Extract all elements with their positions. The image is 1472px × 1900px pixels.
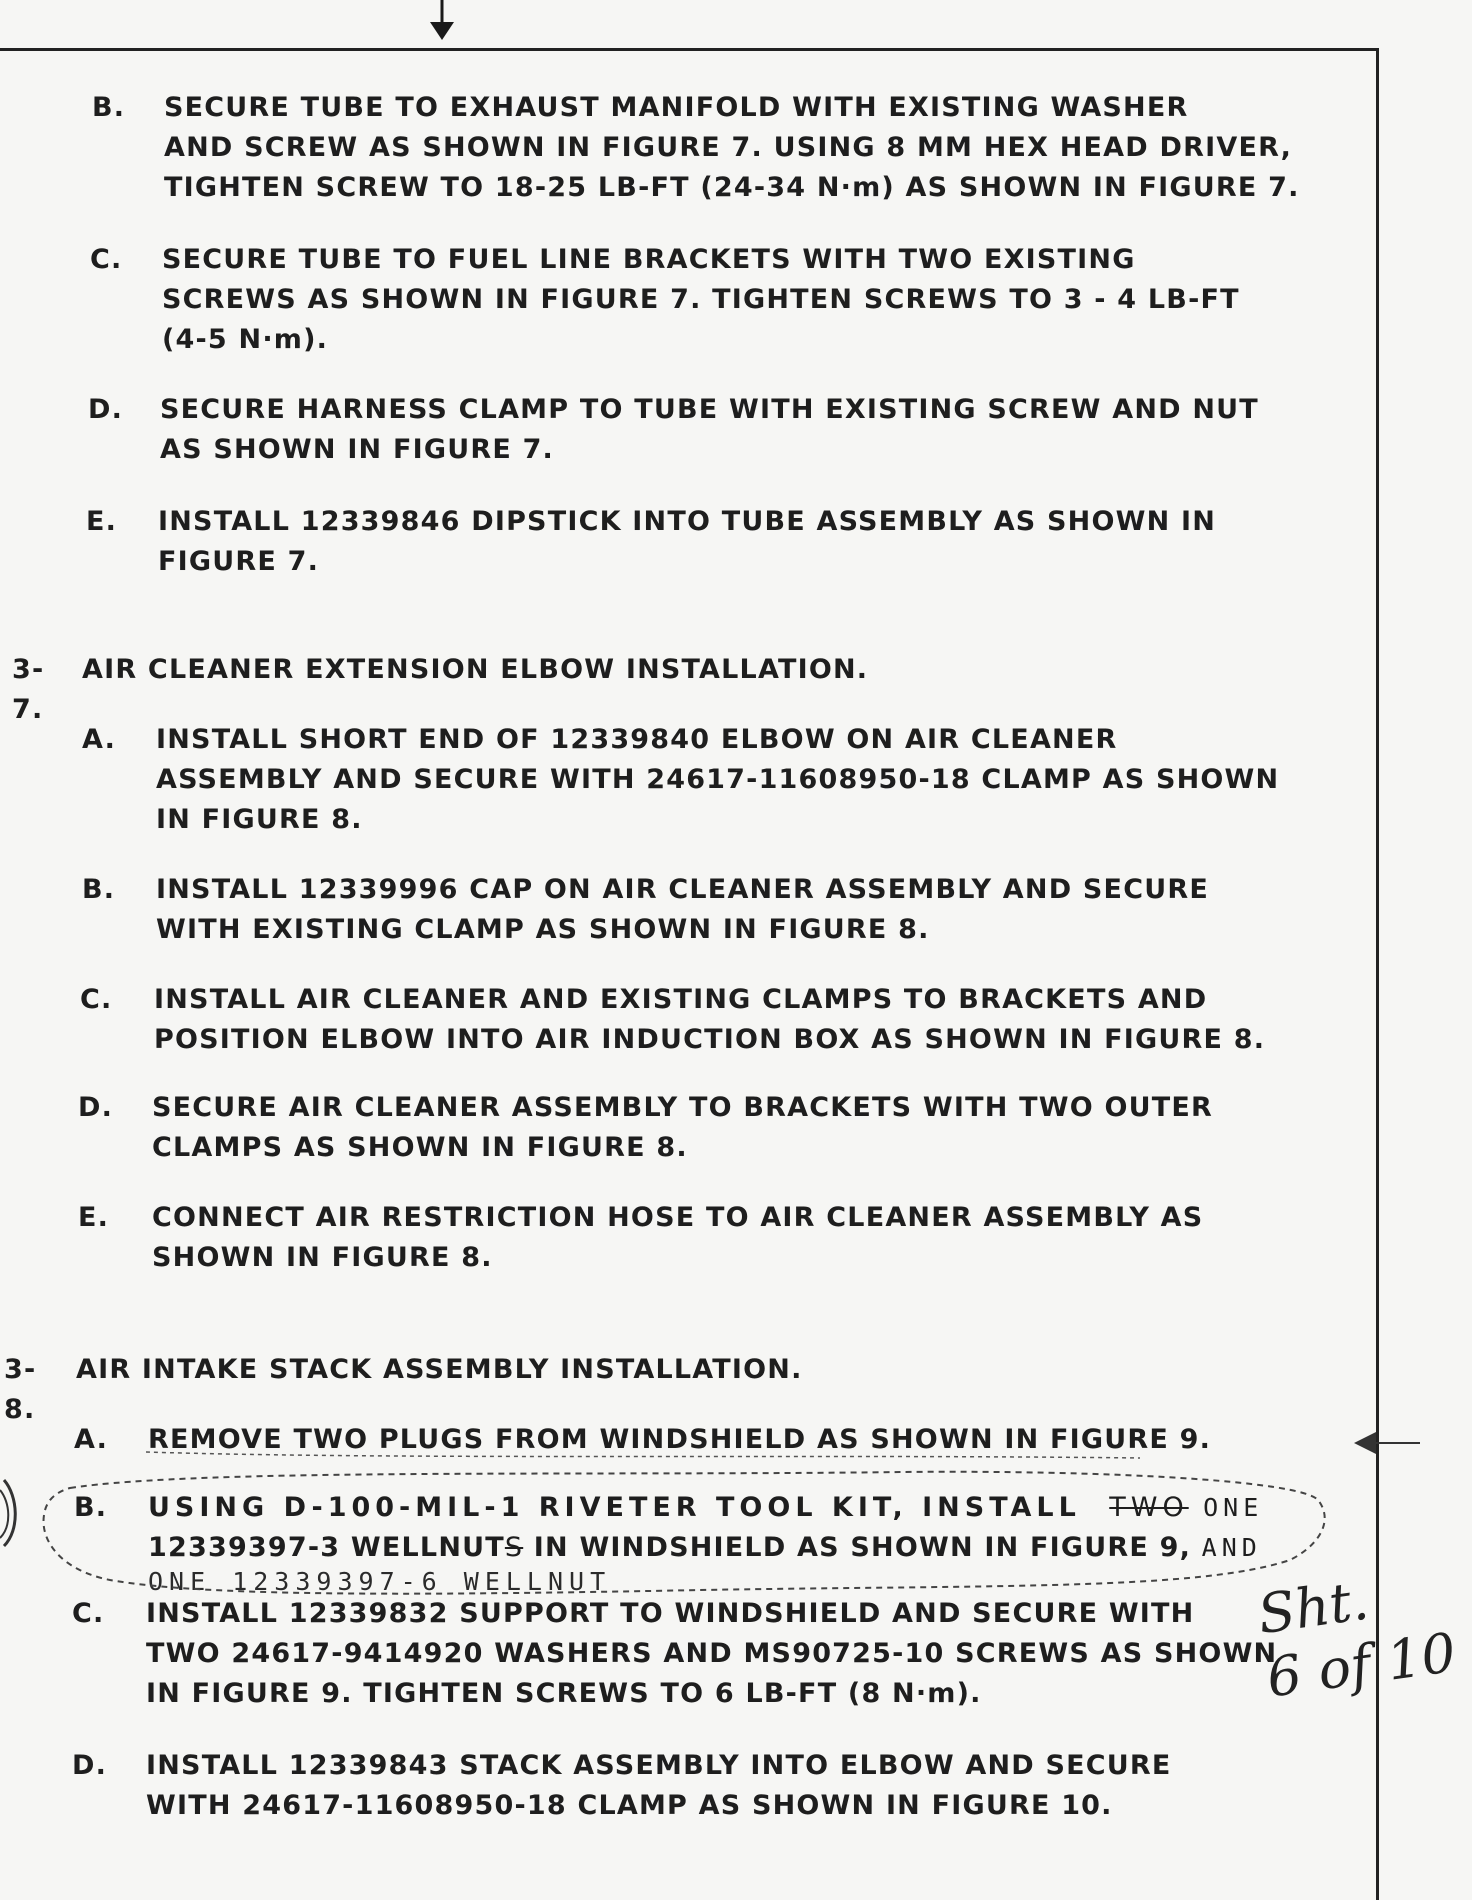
step-line: TIGHTEN SCREW TO 18-25 LB-FT (24-34 N·m) AS SHOWN IN FIGURE 7. [164, 172, 1300, 203]
step-letter: B. [92, 92, 126, 123]
step-letter: A. [82, 724, 117, 755]
step-line: (4-5 N·m). [162, 324, 329, 355]
step-line-text: 12339397-3 WELLNUT [148, 1532, 505, 1563]
step-letter: D. [78, 1092, 114, 1123]
step-line: INSTALL 12339832 SUPPORT TO WINDSHIELD AND SECURE WITH [146, 1598, 1195, 1629]
step-letter: B. [82, 874, 116, 905]
step-letter: C. [80, 984, 113, 1015]
frame-top-border [0, 48, 1378, 51]
handwritten-line: ONE 12339397-6 WELLNUT [148, 1567, 612, 1596]
handwritten-insert: ONE [1203, 1493, 1264, 1522]
step-line: WITH EXISTING CLAMP AS SHOWN IN FIGURE 8. [156, 914, 930, 945]
step-letter: B. [74, 1492, 108, 1523]
section-number: 3-7. [12, 654, 45, 725]
step-letter: C. [72, 1598, 105, 1629]
step-letter: C. [90, 244, 123, 275]
step-line: TWO 24617-9414920 WASHERS AND MS90725-10 SCREWS AS SHOWN [146, 1638, 1278, 1669]
step-line: REMOVE TWO PLUGS FROM WINDSHIELD AS SHOWN IN FIGURE 9. [148, 1424, 1212, 1455]
struck-text: S [504, 1532, 524, 1563]
struck-text: TWO [1109, 1492, 1189, 1523]
step-line: SECURE TUBE TO FUEL LINE BRACKETS WITH TWO EXISTING [162, 244, 1136, 275]
section-title: AIR INTAKE STACK ASSEMBLY INSTALLATION. [76, 1354, 803, 1385]
handwritten-insert: AND [1201, 1533, 1262, 1562]
step-line: SECURE TUBE TO EXHAUST MANIFOLD WITH EXISTING WASHER [164, 92, 1189, 123]
step-line: AND SCREW AS SHOWN IN FIGURE 7. USING 8 MM HEX HEAD DRIVER, [164, 132, 1293, 163]
step-line: SECURE HARNESS CLAMP TO TUBE WITH EXISTING SCREW AND NUT [160, 394, 1259, 425]
margin-arc [4, 1480, 15, 1546]
step-letter: A. [74, 1424, 109, 1455]
step-letter: D. [88, 394, 124, 425]
step-line: CONNECT AIR RESTRICTION HOSE TO AIR CLEANER ASSEMBLY AS [152, 1202, 1204, 1233]
section-title: AIR CLEANER EXTENSION ELBOW INSTALLATION. [82, 654, 869, 685]
step-line: INSTALL 12339996 CAP ON AIR CLEANER ASSEMBLY AND SECURE [156, 874, 1209, 905]
step-line: FIGURE 7. [158, 546, 320, 577]
step-line: INSTALL SHORT END OF 12339840 ELBOW ON AIR CLEANER [156, 724, 1118, 755]
step-letter: E. [86, 506, 118, 537]
down-arrow-icon [424, 0, 460, 42]
handwritten-sheet-note: Sht. 6 of 10 [1254, 1568, 1460, 1710]
step-line [148, 1488, 1263, 1528]
step-letter: D. [72, 1750, 108, 1781]
step-line-text: USING D-100-MIL-1 RIVETER TOOL KIT, INSTALL [148, 1492, 1081, 1523]
step-line: CLAMPS AS SHOWN IN FIGURE 8. [152, 1132, 688, 1163]
step-line: SECURE AIR CLEANER ASSEMBLY TO BRACKETS WITH TWO OUTER [152, 1092, 1214, 1123]
step-line-text: IN WINDSHIELD AS SHOWN IN FIGURE 9, [523, 1532, 1192, 1563]
step-line: SCREWS AS SHOWN IN FIGURE 7. TIGHTEN SCREWS TO 3 - 4 LB-FT [162, 284, 1240, 315]
step-letter: E. [78, 1202, 110, 1233]
step-line: INSTALL AIR CLEANER AND EXISTING CLAMPS TO BRACKETS AND [154, 984, 1208, 1015]
step-line: INSTALL 12339846 DIPSTICK INTO TUBE ASSEMBLY AS SHOWN IN [158, 506, 1217, 537]
step-line: IN FIGURE 8. [156, 804, 363, 835]
step-line: INSTALL 12339843 STACK ASSEMBLY INTO ELBOW AND SECURE [146, 1750, 1172, 1781]
step-line: WITH 24617-11608950-18 CLAMP AS SHOWN IN FIGURE 10. [146, 1790, 1113, 1821]
step-line: SHOWN IN FIGURE 8. [152, 1242, 493, 1273]
step-line: POSITION ELBOW INTO AIR INDUCTION BOX AS SHOWN IN FIGURE 8. [154, 1024, 1266, 1055]
step-line: ASSEMBLY AND SECURE WITH 24617-11608950-18 CLAMP AS SHOWN [156, 764, 1280, 795]
step-line: AS SHOWN IN FIGURE 7. [160, 434, 555, 465]
section-number: 3-8. [4, 1354, 37, 1425]
margin-arc [0, 1490, 8, 1538]
left-arrow-icon-head [1354, 1432, 1376, 1454]
step-line: IN FIGURE 9. TIGHTEN SCREWS TO 6 LB-FT (8 N·m). [146, 1678, 982, 1709]
